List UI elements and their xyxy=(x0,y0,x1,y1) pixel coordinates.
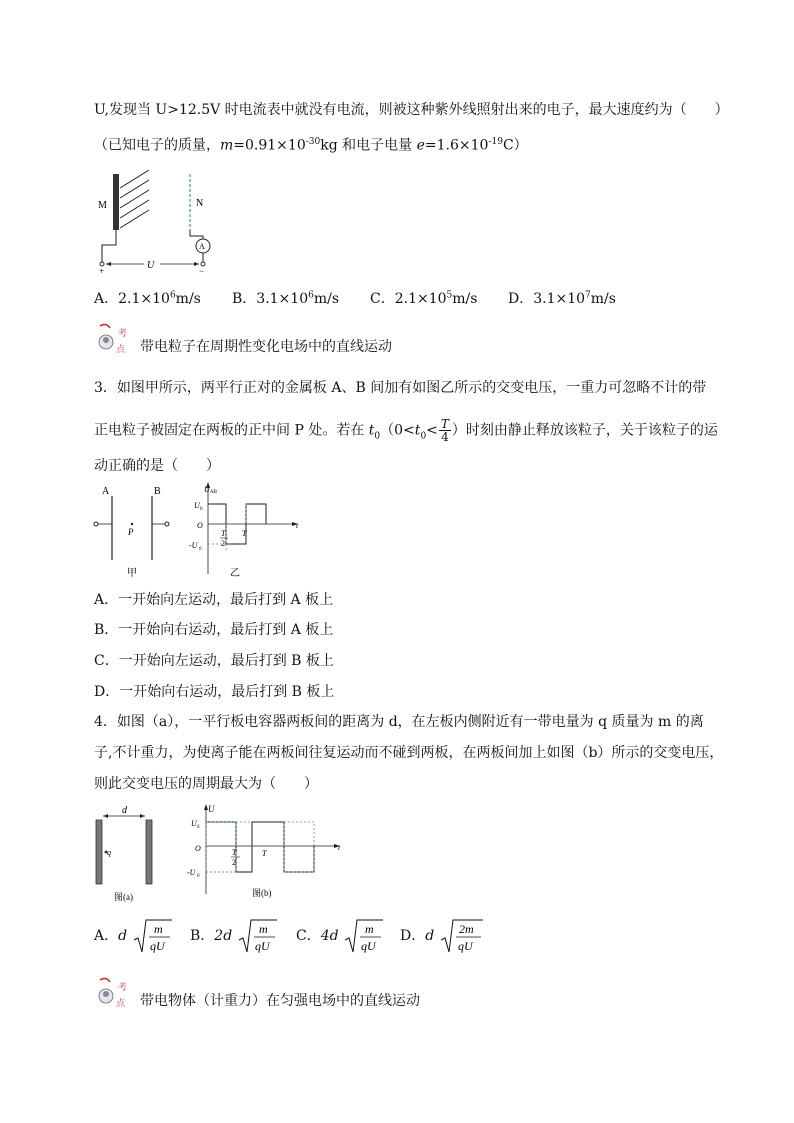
svg-text:qU: qU xyxy=(149,939,165,953)
label-minus: − xyxy=(199,266,205,275)
svg-text:T: T xyxy=(242,529,247,538)
svg-text:图(b): 图(b) xyxy=(252,888,272,898)
svg-text:q: q xyxy=(107,848,111,857)
svg-text:m: m xyxy=(258,922,268,936)
q2-option-d[interactable]: D．$3.1\times 10^7m/s$ xyxy=(508,290,616,307)
figure-a-capacitor xyxy=(88,806,168,902)
q3-line-3: 动正确的是（ ） xyxy=(94,458,220,474)
q2-option-b[interactable]: B．$3.1\times 10^6m/s$ xyxy=(232,290,340,307)
label-u: U xyxy=(147,260,155,271)
uv-rays xyxy=(120,170,149,228)
label-plus: + xyxy=(99,266,105,275)
q3-line-1: 3．如图甲所示，两平行正对的金属板 A、B 间加有如图乙所示的交变电压，一重力可忽略不计的带 xyxy=(94,380,707,396)
q2-line-2: （已知电子的质量，$m=0.91\times 10^{-30}kg$ 和电子电量 $e=1.6\times 10^{-19}C$） xyxy=(94,137,528,154)
svg-text:考: 考 xyxy=(118,983,128,993)
q3-option-d[interactable]: D．一开始向右运动，最后打到 B 板上 xyxy=(94,684,335,700)
svg-text:T: T xyxy=(262,849,267,858)
svg-text:2: 2 xyxy=(232,858,236,867)
svg-text:2m: 2m xyxy=(458,922,474,936)
q2-option-c[interactable]: C．$2.1\times 10^5m/s$ xyxy=(370,290,478,307)
svg-text:AB: AB xyxy=(210,490,217,495)
svg-text:U: U xyxy=(204,485,210,494)
svg-text:d: d xyxy=(122,806,127,816)
figure-yi-voltage-graph xyxy=(186,480,306,580)
figure-b-voltage-graph xyxy=(186,802,346,902)
svg-text:B: B xyxy=(154,486,161,497)
svg-text:点: 点 xyxy=(116,345,126,355)
svg-text:m: m xyxy=(365,922,374,936)
q4-line-1: 4．如图（a），一平行板电容器两板间的距离为 d，在左板内侧附近有一带电量为 q 质量为 m 的离 xyxy=(94,714,704,730)
svg-text:m: m xyxy=(153,922,163,936)
svg-text:甲: 甲 xyxy=(127,568,137,579)
q4-option-b[interactable]: B．2d m qU xyxy=(190,916,277,956)
q2-line-1: U,发现当 U>12.5V 时电流表中就没有电流，则被这种紫外线照射出来的电子，最大速度约为（ ） xyxy=(94,102,729,118)
svg-text:t: t xyxy=(296,521,299,530)
q2-option-a[interactable]: A．$2.1\times 10^6m/s$ xyxy=(94,290,201,307)
svg-text:A: A xyxy=(102,486,110,497)
svg-text:qU: qU xyxy=(254,939,270,953)
q3-option-a[interactable]: A．一开始向左运动，最后打到 A 板上 xyxy=(94,592,334,608)
q3-option-c[interactable]: C．一开始向左运动，最后打到 B 板上 xyxy=(94,653,334,669)
svg-text:t: t xyxy=(338,843,341,852)
svg-text:U: U xyxy=(194,501,200,510)
svg-text:-U: -U xyxy=(187,868,196,877)
svg-text:点: 点 xyxy=(116,999,126,1009)
svg-text:U: U xyxy=(191,819,197,828)
svg-text:qU: qU xyxy=(457,939,473,953)
section-title-1: 带电粒子在周期性变化电场中的直线运动 xyxy=(140,339,392,355)
svg-text:P: P xyxy=(128,527,134,537)
svg-text:T: T xyxy=(232,848,237,857)
q3-line-2: 正电粒子被固定在两板的正中间 P 处。若在 $t_0(0<t_0<$ $\frac{T}{4}$ ）时刻由静止释放该粒子，关于该粒子的运 xyxy=(94,417,718,444)
svg-text:考: 考 xyxy=(118,329,128,339)
svg-text:O: O xyxy=(197,521,203,530)
q4-option-c[interactable]: C．4d m qU xyxy=(296,916,383,956)
sqrt-icon xyxy=(343,916,383,956)
svg-text:qU: qU xyxy=(361,939,376,953)
sqrt-icon xyxy=(237,916,277,956)
label-n: N xyxy=(196,198,204,209)
svg-text:0: 0 xyxy=(199,547,202,552)
svg-text:0: 0 xyxy=(197,825,200,830)
svg-text:0: 0 xyxy=(197,874,200,879)
q4-option-d[interactable]: D．d 2m qU xyxy=(400,916,483,956)
sqrt-icon xyxy=(439,916,483,956)
label-m: M xyxy=(98,200,107,211)
svg-text:U: U xyxy=(208,804,215,814)
svg-text:乙: 乙 xyxy=(230,568,240,579)
kaodian-badge-icon xyxy=(96,322,132,358)
svg-text:图(a): 图(a) xyxy=(114,892,133,902)
svg-text:-U: -U xyxy=(189,541,198,550)
sqrt-icon xyxy=(132,916,172,956)
q4-line-3: 则此交变电压的周期最大为（ ） xyxy=(94,776,318,792)
svg-text:2: 2 xyxy=(221,539,225,548)
label-ammeter: A xyxy=(199,242,205,251)
photoelectric-circuit-figure xyxy=(94,170,224,275)
svg-text:0: 0 xyxy=(200,507,203,512)
figure-jia-plates xyxy=(90,484,170,580)
q4-line-2: 子,不计重力，为使离子能在两板间往复运动而不碰到两板，在两板间加上如图（b）所示的交变电压， xyxy=(94,745,724,761)
svg-text:T: T xyxy=(221,529,226,538)
plate-m xyxy=(113,174,119,230)
kaodian-badge-icon xyxy=(96,976,132,1012)
q3-option-b[interactable]: B．一开始向右运动，最后打到 A 板上 xyxy=(94,622,334,638)
section-title-2: 带电物体（计重力）在匀强电场中的直线运动 xyxy=(140,993,420,1009)
q4-option-a[interactable]: A．d m qU xyxy=(94,916,172,956)
svg-text:O: O xyxy=(195,844,201,853)
